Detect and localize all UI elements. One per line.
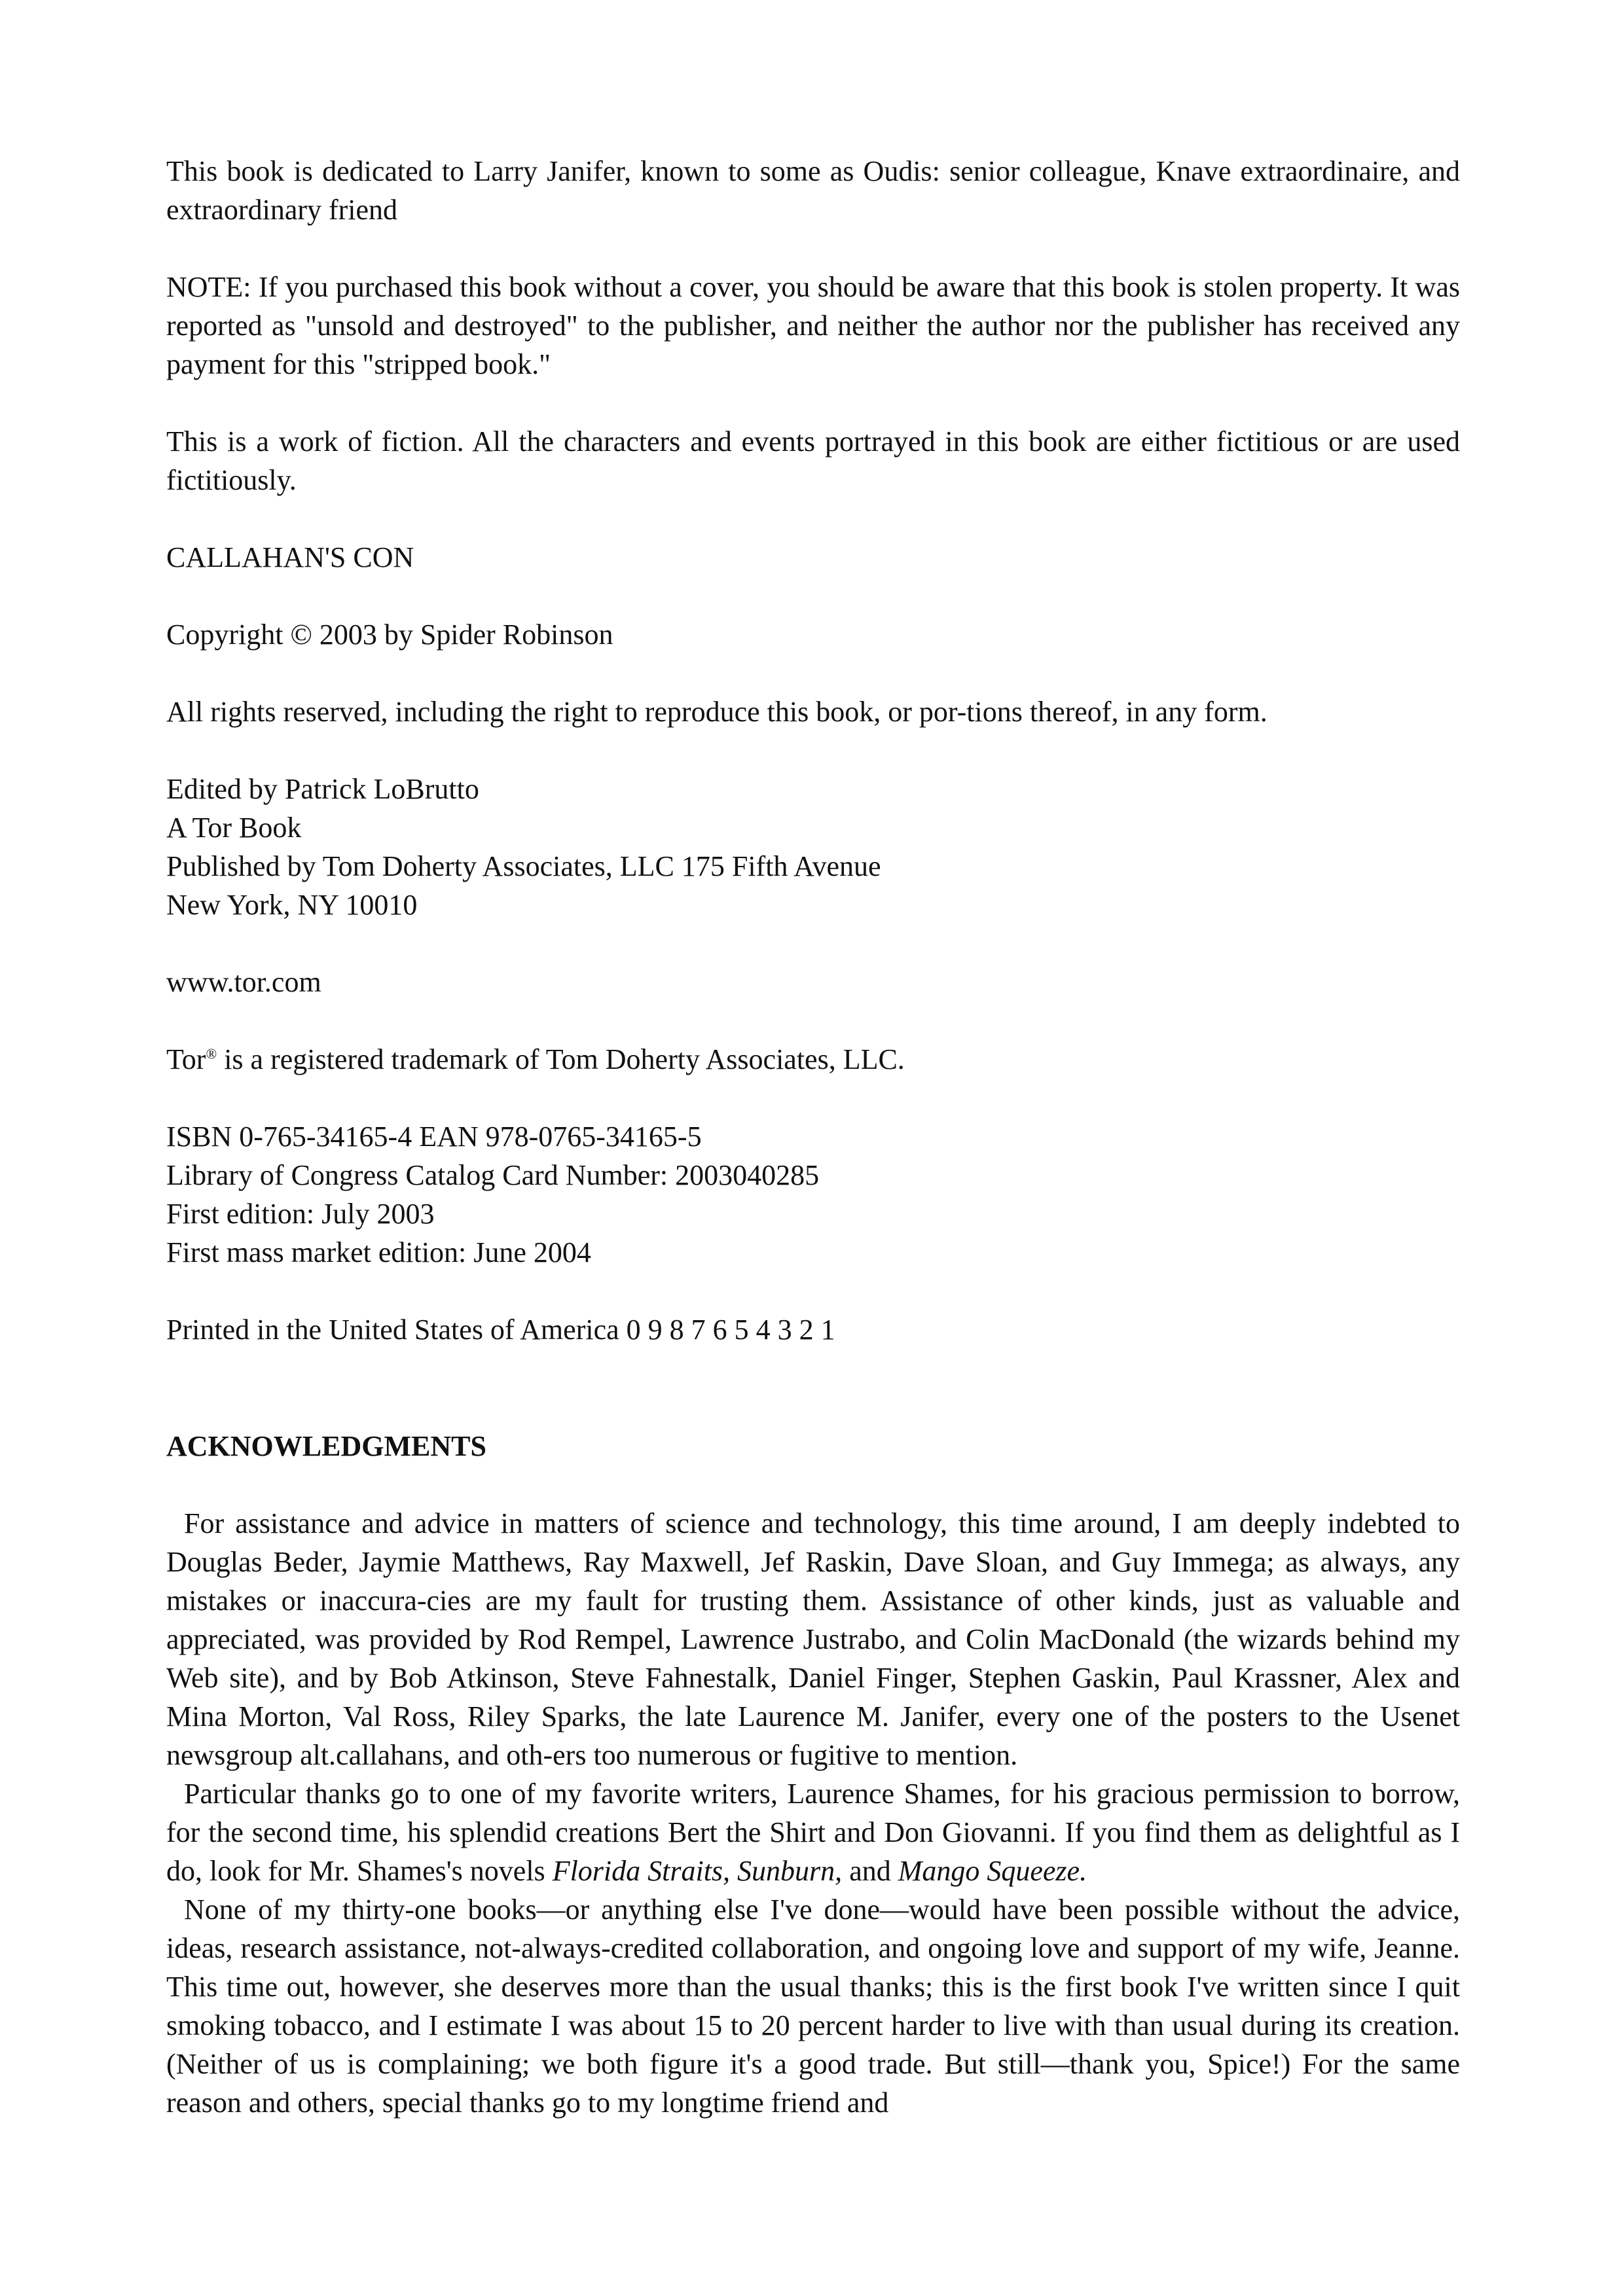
acknowledgments-paragraph-2 [166,1774,1460,1890]
fiction-notice: This is a work of fiction. All the characters and events portrayed in this book are either fictitious or are used fictitiously. [166,425,1460,496]
copyright-line: Copyright © 2003 by Spider Robinson [166,619,613,651]
acknowledgments-paragraph-3: None of my thirty-one books—or anything else I've done—would have been possible without the advice, ideas, research assistance, not-always-credited collaboration, and ongoing love and support of my wife, Jeanne. This time out, however, she deserves more than the usual thanks; this is the first book I've written since I quit smoking tobacco, and I estimate I was about 15 to 20 percent harder to live with than usual during its creation. (Neither of us is complaining; we both figure it's a good trade. But still—thank you, Spice!) For the same reason and others, special thanks go to my longtime friend and [166,1893,1460,2119]
publisher-block [166,770,1460,924]
page-content [166,152,1460,2122]
trademark-notice [166,1040,1460,1079]
catalog-block [166,1117,1460,1272]
editor-line: Edited by Patrick LoBrutto [166,773,479,805]
book-title: CALLAHAN'S CON [166,541,414,573]
novel-titles-2: Mango Squeeze. [898,1855,1087,1887]
publisher-line: Published by Tom Doherty Associates, LLC 175 Fifth Avenue [166,850,881,882]
rights-notice: All rights reserved, including the right to reproduce this book, or por-tions thereof, in any form. [166,696,1267,728]
lccn-line: Library of Congress Catalog Card Number: 2003040285 [166,1159,820,1191]
city-line: New York, NY 10010 [166,889,418,921]
acknowledgments-paragraph-1: For assistance and advice in matters of science and technology, this time around, I am deeply indebted to Douglas Beder, Jaymie Matthews, Ray Maxwell, Jef Raskin, Dave Sloan, and Guy Immega; as always, any mistakes or inaccura-cies are my fault for trusting them. Assistance of other kinds, just as valuable and appreciated, was provided by Rod Rempel, Lawrence Justrabo, and Colin MacDonald (the wizards behind my Web site), and by Bob Atkinson, Steve Fahnestalk, Daniel Finger, Stephen Gaskin, Paul Krassner, Alex and Mina Morton, Val Ross, Riley Sparks, the late Laurence M. Janifer, every one of the posters to the Usenet newsgroup alt.callahans, and oth-ers too numerous or fugitive to mention. [166,1507,1460,1771]
paragraph-2-text: Particular thanks go to one of my favorite writers, Laurence Shames, for his gracious permission to borrow, for the second time, his splendid creations Bert the Shirt and Don Giovanni. If you find them as delightful as I do, look for Mr. Shames's novels [166,1778,1460,1887]
trademark-brand: Tor [166,1043,206,1075]
stripped-book-note: NOTE: If you purchased this book without a cover, you should be aware that this book is stolen property. It was reported as "unsold and destroyed" to the publisher, and neither the author nor the publisher has received any payment for this "stripped book." [166,271,1460,380]
trademark-text: is a registered trademark of Tom Doherty Associates, LLC. [217,1043,905,1075]
novel-titles-1: Florida Straits, Sunburn, [552,1855,843,1887]
first-edition-line: First edition: July 2003 [166,1198,435,1230]
imprint-line: A Tor Book [166,812,302,844]
website-line: www.tor.com [166,966,321,998]
isbn-line: ISBN 0-765-34165-4 EAN 978-0765-34165-5 [166,1121,702,1153]
mass-market-line: First mass market edition: June 2004 [166,1236,591,1268]
registered-symbol: ® [206,1045,217,1062]
paragraph-2-conjunction: and [842,1855,898,1887]
acknowledgments-heading: ACKNOWLEDGMENTS [166,1430,486,1462]
dedication: This book is dedicated to Larry Janifer, known to some as Oudis: senior colleague, Knave extraordinaire, and extraordinary friend [166,155,1460,226]
printed-line: Printed in the United States of America 0 9 8 7 6 5 4 3 2 1 [166,1314,835,1346]
